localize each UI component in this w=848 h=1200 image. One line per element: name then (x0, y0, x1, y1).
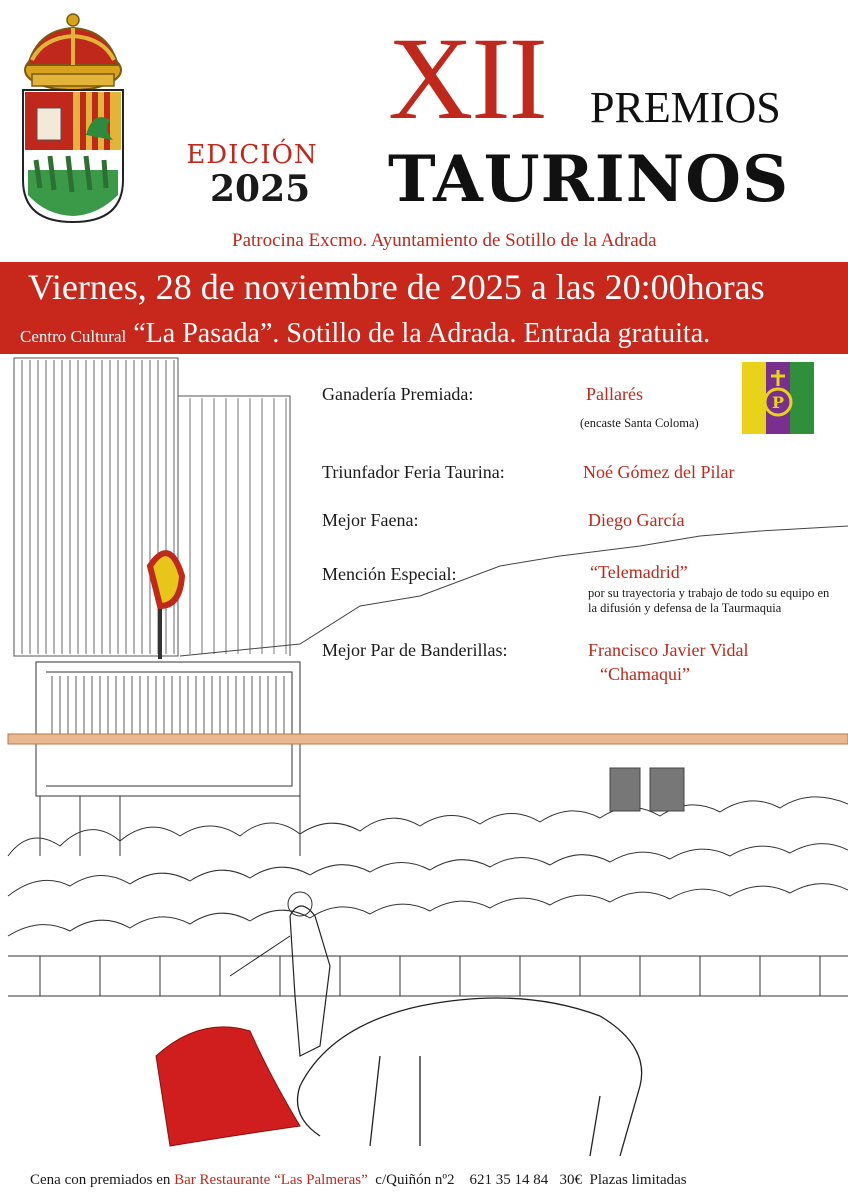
title-number: XII (388, 13, 546, 144)
flag-emblem-letter: P (771, 393, 785, 412)
ganaderia-flag (742, 362, 814, 434)
event-venue (20, 318, 710, 350)
award-value-banderillas: Francisco Javier Vidal (588, 640, 749, 660)
coat-of-arms-image (18, 10, 128, 225)
award-note-mencion: por su trayectoria y trabajo de todo su equipo en la difusión y defensa de la Taurmaquia (588, 586, 830, 615)
award-label-mencion: Mención Especial: (322, 564, 457, 584)
footer-address: c/Quiñón nº2 (375, 1172, 455, 1188)
award-value-mencion: “Telemadrid” (590, 562, 688, 582)
venue-main: “La Pasada”. Sotillo de la Adrada. Entrada gratuita. (133, 318, 711, 349)
footer-prefix: Cena con premiados en (30, 1172, 171, 1188)
venue-prefix: Centro Cultural (20, 327, 127, 346)
title-taurinos: TAURINOS (388, 142, 790, 217)
award-label-banderillas: Mejor Par de Banderillas: (322, 640, 508, 660)
award-label-triunfador: Triunfador Feria Taurina: (322, 462, 505, 482)
footer-note: Plazas limitadas (589, 1172, 687, 1188)
footer-venue: Bar Restaurante “Las Palmeras” (174, 1172, 368, 1188)
footer-line (30, 1172, 687, 1189)
award-value-triunfador: Noé Gómez del Pilar (583, 462, 735, 482)
award-label-faena: Mejor Faena: (322, 510, 419, 530)
award-value-ganaderia: Pallarés (586, 384, 643, 404)
event-date: Viernes, 28 de noviembre de 2025 a las 20:00horas (28, 267, 765, 307)
footer-phone: 621 35 14 84 (469, 1172, 549, 1188)
award-label-ganaderia: Ganadería Premiada: (322, 384, 474, 404)
sponsor-line: Patrocina Excmo. Ayuntamiento de Sotillo de la Adrada (232, 230, 657, 251)
footer-price: 30€ (559, 1172, 583, 1188)
title-premios: PREMIOS (590, 83, 781, 132)
edition-label: EDICIÓN (186, 140, 318, 170)
award-note-ganaderia: (encaste Santa Coloma) (580, 416, 699, 430)
award-value-faena: Diego García (588, 510, 685, 530)
edition-year: 2025 (210, 168, 311, 210)
award-note-banderillas: “Chamaqui” (600, 664, 690, 684)
